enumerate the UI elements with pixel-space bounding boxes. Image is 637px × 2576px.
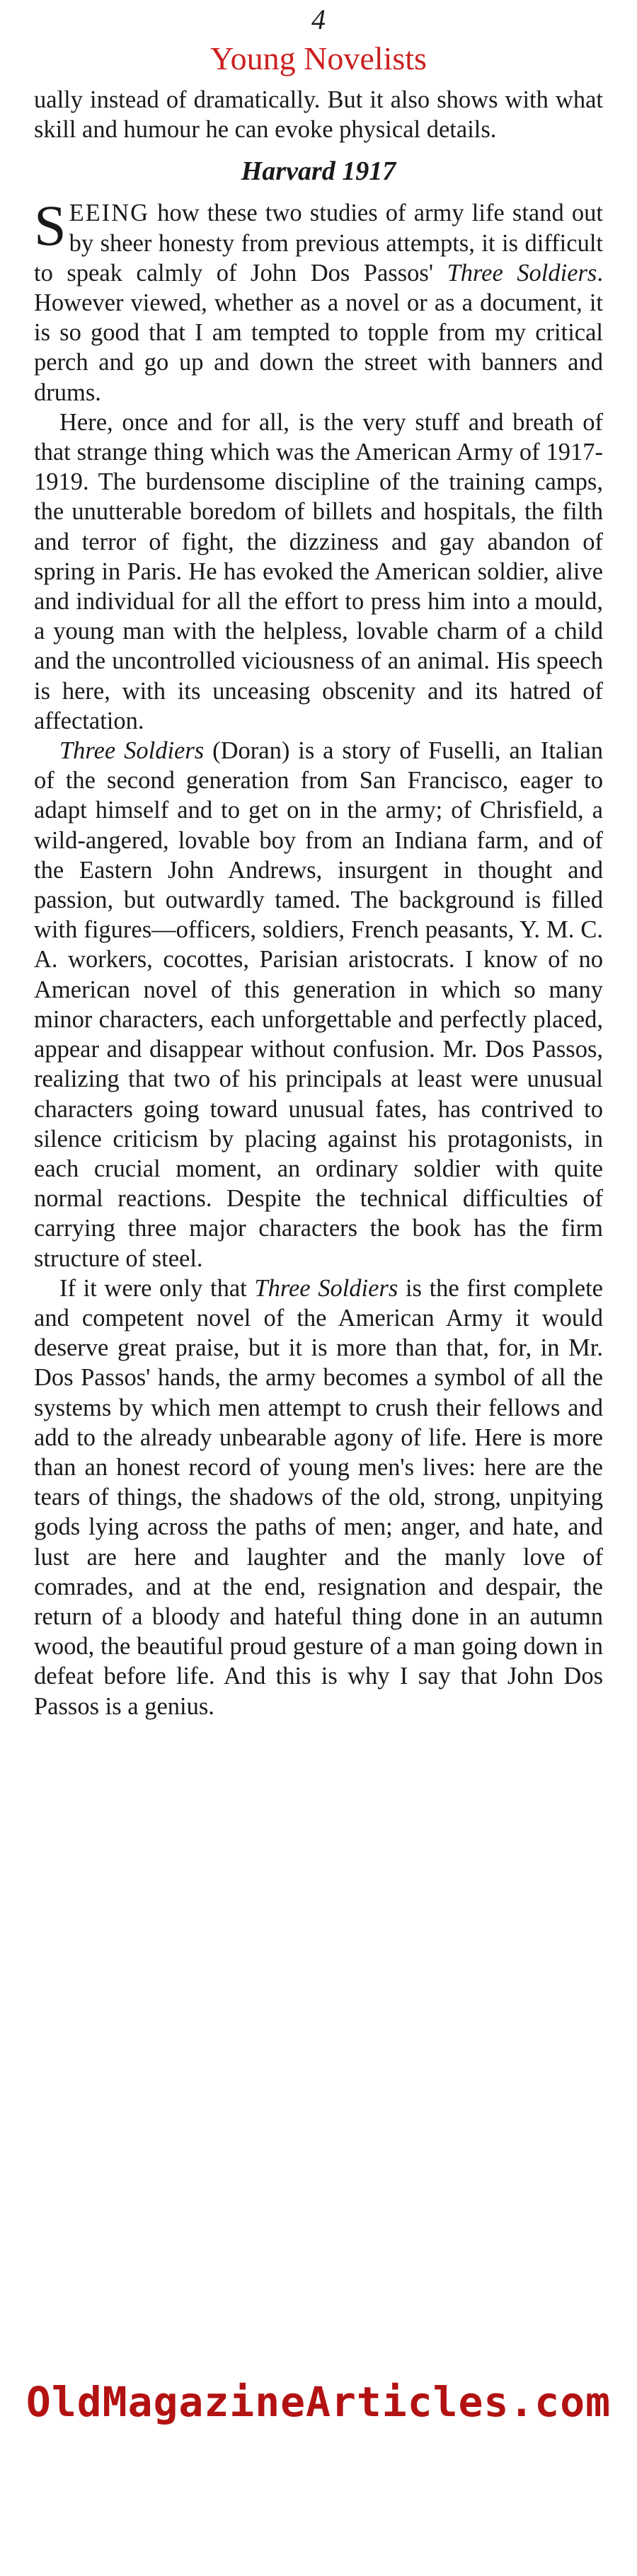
paragraph-1-text: how these two studies of army life stand out by sheer honesty from previous attempts, it is difficult to speak calmly of John Dos Passos' (34, 200, 603, 287)
continued-paragraph: ually instead of dramatically. But it also shows with what skill and humour he can evoke physical details. (34, 86, 603, 144)
first-word: EEING (69, 200, 150, 227)
book-title: Three Soldiers (254, 1274, 398, 1302)
paragraph-3-text: (Doran) is a story of Fuselli, an Italian of the second generation from San Francisco, eager to adapt himself and to get on in the army; of Chrisfield, a wild-angered, lovable boy from an Indiana farm, and of the Eastern John Andrews, insurgent in thought and passion, but outwardly tamed. The background is filled with figures—officers, soldiers, French peasants, Y. M. C. A. workers, cocottes, Parisian aristocrats. I know of no American novel of this generation in which so many minor characters, each unforgettable and perfectly placed, appear and disappear without confusion. Mr. Dos Passos, realizing that two of his principals at least were unusual characters going toward unusual fates, has contrived to silence criticism by placing against his protagonists, in each crucial moment, an ordinary soldier with quite normal reactions. Despite the technical difficulties of carrying three major characters the book has the firm structure of steel. (34, 737, 604, 1272)
page-title: Young Novelists (210, 40, 427, 76)
site-logo[interactable]: OldMagazineArticles.com (25, 2378, 612, 2426)
article-page (34, 0, 603, 1721)
paragraph-4 (34, 1273, 603, 1721)
paragraph-4-start: If it were only that (59, 1274, 255, 1302)
paragraph-2: Here, once and for all, is the very stuff and breath of that strange thing which was the American Army of 1917-1919. The burdensome discipline of the training camps, the unutterable boredom of billets and hospitals, the filth and terror of fight, the dizziness and gay abandon of spring in Paris. He has evoked the American soldier, alive and individual for all the effort to press him into a mould, a young man with the helpless, lovable charm of a child and the uncontrolled viciousness of an animal. His speech is here, with its unceasing obscenity and its hatred of affectation. (34, 408, 603, 734)
page-number: 4 (311, 4, 326, 35)
section-title: Harvard 1917 (241, 156, 396, 187)
drop-cap: S (34, 193, 67, 258)
paragraph-4-text: is the first complete and competent novel of the American Army it would deserve great praise, but it is more than that, for, in Mr. Dos Passos' hands, the army becomes a symbol of all the systems by which men attempt to crush their fellows and add to the already unbearable agony of life. Here is more than an honest record of young men's lives: here are the tears of things, the shadows of the old, strong, unpitying gods lying across the paths of men; anger, and hate, and lust are here and laughter and the manly love of comrades, and at the end, resignation and despair, the return of a bloody and hateful thing done in an autumn wood, the beautiful proud gesture of a man going down in defeat before life. And this is why I say that John Dos Passos is a genius. (34, 1274, 603, 1720)
book-title: Three Soldiers (447, 259, 597, 287)
article-body (34, 85, 603, 1721)
book-title: Three Soldiers (59, 737, 205, 765)
paragraph-3 (34, 736, 603, 1273)
paragraph-1 (34, 193, 603, 407)
paragraph-1-end: . However viewed, whether as a novel or as a document, it is so good that I am tempted to topple from my critical perch and go up and down the street with banners and drums. (34, 259, 603, 406)
